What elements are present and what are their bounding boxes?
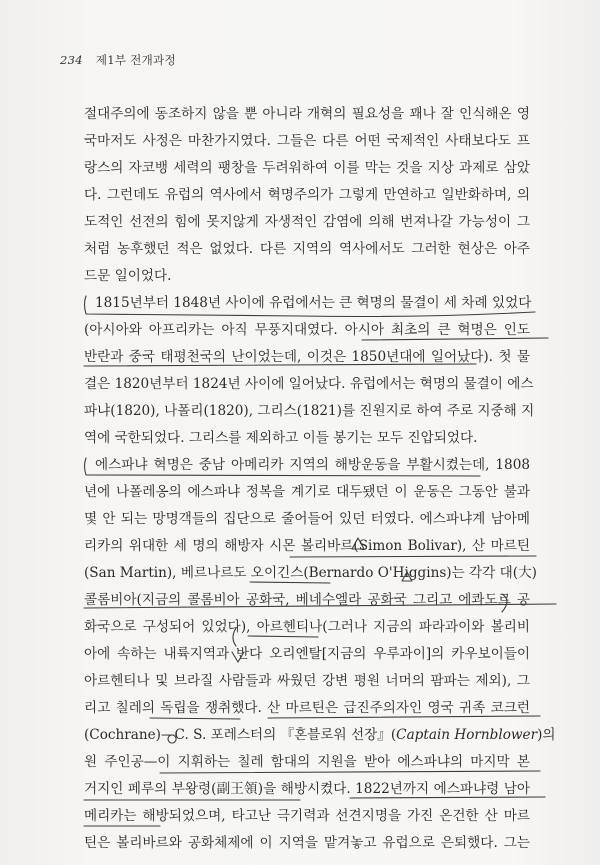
body-line: 1815년부터 1848년 사이에 유럽에서는 큰 혁명의 물결이 세 차례 있었다	[95, 295, 532, 311]
body-line: 리카의 위대한 세 명의 해방자 시몬 볼리바르(Simon Bolivar), 산 마르틴	[84, 538, 530, 554]
body-line: 리고 칠레의 독립을 쟁취했다. 산 마르틴은 급진주의자인 영국 귀족 코크런	[84, 700, 530, 716]
page-number: 234	[60, 53, 83, 67]
body-line: (San Martin), 베르나르도 오이긴스(Bernardo O'Higgins)는 각각 대(大)	[84, 565, 537, 581]
body-line: 드문 일이었다.	[84, 268, 172, 284]
body-line: 에스파냐 혁명은 중남 아메리카 지역의 해방운동을 부활시켰는데, 1808	[95, 457, 530, 473]
body-line: 아에 속하는 내륙지역과 반다 오리엔탈[지금의 우루과이]의 카우보이들이	[84, 646, 530, 662]
body-line: 화국으로 구성되어 있었다), 아르헨티나(그러나 지금의 파라과이와 볼리비	[84, 619, 530, 635]
body-line: 다. 그런데도 유럽의 역사에서 혁명주의가 그렇게 만연하고 일반화하며, 의	[84, 187, 530, 203]
body-line: 파냐(1820), 나폴리(1820), 그리스(1821)를 진원지로 하여 주로 지중해 지	[84, 403, 535, 419]
body-line: 아르헨티나 및 브라질 사람들과 싸웠던 강변 평원 너머의 팜파는 제외), 그	[84, 673, 530, 689]
body-line: 거지인 페루의 부왕령(副王領)을 해방시켰다. 1822년까지 에스파냐령 남아	[84, 781, 530, 797]
body-line: (Cochrane)—C. S. 포레스터의 『혼블로워 선장』(Captain Hornblower)의	[84, 727, 556, 743]
body-line: 결은 1820년부터 1824년 사이에 일어났다. 유럽에서는 혁명의 물결이 에스	[84, 376, 534, 392]
section-title: 제1부 전개과정	[95, 53, 176, 67]
body-line: 국마저도 사정은 마찬가지였다. 그들은 다른 어떤 국제적인 사태보다도 프	[84, 133, 530, 149]
body-line: 틴은 볼리바르와 공화체제에 이 지역을 맡겨놓고 유럽으로 은퇴했다. 그는	[84, 835, 530, 851]
body-line: 원 주인공—이 지휘하는 칠레 함대의 지원을 받아 에스파냐의 마지막 본	[84, 754, 530, 770]
body-line: 콜롬비아(지금의 콜롬비아 공화국, 베네수엘라 공화국 그리고 에콰도르 공	[84, 592, 530, 608]
running-header	[60, 52, 176, 68]
body-line: 처럼 농후했던 적은 없었다. 다른 지역의 역사에서도 그러한 현상은 아주	[84, 241, 530, 257]
body-line: 메리카는 해방되었으며, 타고난 극기력과 선견지명을 가진 온건한 산 마르	[84, 808, 530, 824]
body-line: 도적인 선전의 힘에 못지않게 자생적인 감염에 의해 번져나갈 가능성이 그	[84, 214, 530, 230]
body-line: 절대주의에 동조하지 않을 뿐 아니라 개혁의 필요성을 꽤나 잘 인식해온 영	[84, 106, 530, 122]
italic-title: Captain Hornblower	[396, 727, 538, 743]
body-line: 랑스의 자코뱅 세력의 팽창을 두려워하여 이를 막는 것을 지상 과제로 삼았	[84, 160, 530, 176]
body-line: (아시아와 아프리카는 아직 무풍지대였다. 아시아 최초의 큰 혁명은 인도	[84, 322, 530, 338]
body-line: 년에 나폴레옹의 에스파냐 정복을 계기로 대두됐던 이 운동은 그동안 불과	[84, 484, 530, 500]
body-line: 반란과 중국 태평천국의 난이었는데, 이것은 1850년대에 일어났다). 첫 물	[84, 349, 530, 365]
body-line: 몇 안 되는 망명객들의 집단으로 줄어들어 있던 터였다. 에스파냐계 남아메	[84, 511, 530, 527]
body-line: 역에 국한되었다. 그리스를 제외하고 이들 봉기는 모두 진압되었다.	[84, 430, 478, 446]
